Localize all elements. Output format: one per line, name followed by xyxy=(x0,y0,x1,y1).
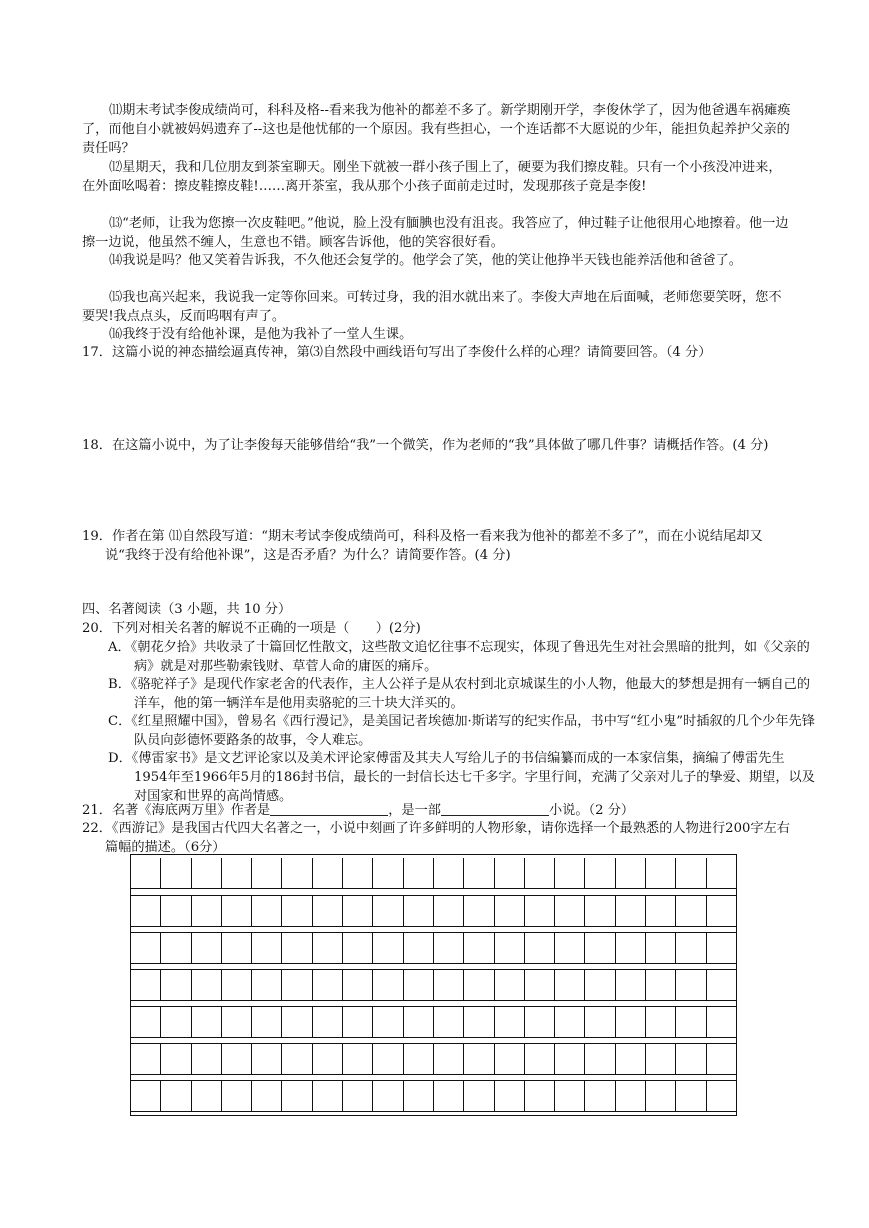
grid-cell[interactable] xyxy=(404,896,434,926)
grid-cell[interactable] xyxy=(313,858,343,888)
option-d: D．《傅雷家书》是文艺评论家以及美术评论家傅雷及其夫人写给儿子的书信编纂而成的一本家信集，摘编了傅雷先生1954年至1966年5月的186封书信，最长的一封信长达七千多字。字里行间，充满了父亲对儿子的挚爱、期望，以及对国家和世界的高尚情感。 xyxy=(108,751,815,804)
grid-cell[interactable] xyxy=(313,933,343,963)
paragraph-13: ⒀“老师，让我为您擦一次皮鞋吧。”他说，脸上没有腼腆也没有沮丧。我答应了，伸过鞋子让他很用心地擦着。他一边擦一边说，他虽然不缠人，生意也不错。顾客告诉他，他的笑容很好看。 xyxy=(82,216,789,250)
grid-cell[interactable] xyxy=(464,896,494,926)
grid-cell[interactable] xyxy=(282,933,312,963)
option-b: B．《骆驼祥子》是现代作家老舍的代表作，主人公祥子是从农村到北京城谋生的小人物，他最大的梦想是拥有一辆自己的洋车，他的第一辆洋车是他用卖骆驼的三十块大洋买的。 xyxy=(108,677,811,711)
grid-cell[interactable] xyxy=(495,1081,525,1111)
grid-row xyxy=(131,1006,736,1038)
grid-cell[interactable] xyxy=(495,896,525,926)
question-17 xyxy=(82,343,792,362)
grid-cell[interactable] xyxy=(646,1081,676,1111)
grid-cell[interactable] xyxy=(616,1007,646,1037)
grid-cell[interactable] xyxy=(404,1044,434,1074)
grid-row xyxy=(131,969,736,1001)
grid-cell[interactable] xyxy=(555,858,585,888)
option-c: C．《红星照耀中国》，曾易名《西行漫记》，是美国记者埃德加·斯诺写的纪实作品，书中写“红小鬼”时插叙的几个少年先锋队员向彭德怀要路条的故事，令人难忘。 xyxy=(108,714,815,748)
grid-cell[interactable] xyxy=(525,1007,555,1037)
grid-cell[interactable] xyxy=(434,858,464,888)
grid-row xyxy=(131,895,736,927)
grid-cell[interactable] xyxy=(585,1007,615,1037)
grid-cell[interactable] xyxy=(131,1044,161,1074)
grid-cell[interactable] xyxy=(252,933,282,963)
grid-cell[interactable] xyxy=(252,1007,282,1037)
grid-cell[interactable] xyxy=(616,1044,646,1074)
grid-cell[interactable] xyxy=(585,858,615,888)
grid-row xyxy=(131,932,736,964)
grid-cell[interactable] xyxy=(192,933,222,963)
grid-cell[interactable] xyxy=(676,1081,706,1111)
grid-cell[interactable] xyxy=(192,970,222,1000)
question-21-text-a: 21．名著《海底两万里》作者是 xyxy=(82,803,271,818)
question-18-text: 18．在这篇小说中，为了让李俊每天能够借给“我”一个微笑，作为老师的“我”具体做了哪几件事？请概括作答。(4 分) xyxy=(82,438,769,453)
grid-cell[interactable] xyxy=(373,1044,403,1074)
grid-cell[interactable] xyxy=(585,1044,615,1074)
grid-cell[interactable] xyxy=(707,970,736,1000)
grid-cell[interactable] xyxy=(434,1007,464,1037)
grid-cell[interactable] xyxy=(252,1081,282,1111)
author-answer-blank[interactable] xyxy=(270,801,388,816)
grid-cell[interactable] xyxy=(495,1007,525,1037)
grid-cell[interactable] xyxy=(373,970,403,1000)
section-4-heading: 四、名著阅读（3 小题，共 10 分） xyxy=(82,602,292,617)
grid-cell[interactable] xyxy=(222,1081,252,1111)
grid-cell[interactable] xyxy=(525,1044,555,1074)
grid-cell[interactable] xyxy=(404,1081,434,1111)
grid-cell[interactable] xyxy=(161,858,191,888)
grid-cell[interactable] xyxy=(313,896,343,926)
grid-cell[interactable] xyxy=(495,1044,525,1074)
grid-cell[interactable] xyxy=(343,1081,373,1111)
grid-cell[interactable] xyxy=(373,1081,403,1111)
question-18 xyxy=(82,436,792,455)
grid-cell[interactable] xyxy=(404,1007,434,1037)
grid-cell[interactable] xyxy=(555,1007,585,1037)
grid-cell[interactable] xyxy=(131,970,161,1000)
grid-cell[interactable] xyxy=(313,970,343,1000)
grid-cell[interactable] xyxy=(282,970,312,1000)
grid-cell[interactable] xyxy=(676,1044,706,1074)
grid-cell[interactable] xyxy=(616,1081,646,1111)
question-21-text-c: 小说。（2 分） xyxy=(548,803,635,818)
paragraph-15: ⒂我也高兴起来，我说我一定等你回来。可转过身，我的泪水就出来了。李俊大声地在后面喊，老师您要笑呀，您不要哭!我点点头，反而呜咽有声了。 xyxy=(82,290,782,324)
grid-cell[interactable] xyxy=(707,1044,736,1074)
grid-cell[interactable] xyxy=(707,933,736,963)
grid-cell[interactable] xyxy=(192,1081,222,1111)
grid-cell[interactable] xyxy=(161,1007,191,1037)
grid-cell[interactable] xyxy=(464,1007,494,1037)
grid-cell[interactable] xyxy=(434,1044,464,1074)
grid-cell[interactable] xyxy=(646,896,676,926)
grid-cell[interactable] xyxy=(373,933,403,963)
question-22-text: 22．《西游记》是我国古代四大名著之一，小说中刻画了许多鲜明的人物形象，请你选择一个最熟悉的人物进行200字左右篇幅的描述。（6分） xyxy=(82,821,790,855)
grid-cell[interactable] xyxy=(525,896,555,926)
grid-cell[interactable] xyxy=(252,858,282,888)
grid-cell[interactable] xyxy=(434,896,464,926)
grid-cell[interactable] xyxy=(464,1044,494,1074)
option-a: A．《朝花夕拾》共收录了十篇回忆性散文，这些散文追忆往事不忘现实，体现了鲁迅先生对社会黑暗的批判，如《父亲的病》就是对那些勒索钱财、草菅人命的庸医的痛斥。 xyxy=(108,640,810,674)
grid-cell[interactable] xyxy=(676,896,706,926)
grid-cell[interactable] xyxy=(585,970,615,1000)
grid-cell[interactable] xyxy=(585,1081,615,1111)
grid-cell[interactable] xyxy=(252,1044,282,1074)
paragraph-14: ⒁我说是吗？他又笑着告诉我，不久他还会复学的。他学会了笑，他的笑让他挣半天钱也能养活他和爸爸了。 xyxy=(109,253,742,268)
grid-cell[interactable] xyxy=(192,858,222,888)
question-21-text-b: ，是一部 xyxy=(388,803,441,818)
grid-cell[interactable] xyxy=(313,1081,343,1111)
grid-cell[interactable] xyxy=(707,896,736,926)
grid-cell[interactable] xyxy=(707,1081,736,1111)
grid-cell[interactable] xyxy=(161,1044,191,1074)
paragraph-12: ⑿星期天，我和几位朋友到茶室聊天。刚坐下就被一群小孩子围上了，硬要为我们擦皮鞋。只有一个小孩没冲进来，在外面吆喝着：擦皮鞋擦皮鞋!……离开茶室，我从那个小孩子面前走过时，发现那孩子竟是李俊! xyxy=(82,160,782,194)
grid-cell[interactable] xyxy=(616,896,646,926)
grid-cell[interactable] xyxy=(676,970,706,1000)
grid-cell[interactable] xyxy=(373,858,403,888)
grid-cell[interactable] xyxy=(646,970,676,1000)
grid-cell[interactable] xyxy=(464,1081,494,1111)
grid-row xyxy=(131,858,736,889)
question-22 xyxy=(82,819,792,857)
grid-cell[interactable] xyxy=(676,1007,706,1037)
question-21 xyxy=(82,801,792,820)
grid-cell[interactable] xyxy=(404,858,434,888)
grid-cell[interactable] xyxy=(131,896,161,926)
grid-cell[interactable] xyxy=(616,970,646,1000)
grid-cell[interactable] xyxy=(555,933,585,963)
grid-cell[interactable] xyxy=(252,896,282,926)
grid-cell[interactable] xyxy=(222,896,252,926)
grid-cell[interactable] xyxy=(282,1007,312,1037)
grid-cell[interactable] xyxy=(252,970,282,1000)
grid-cell[interactable] xyxy=(495,970,525,1000)
grid-cell[interactable] xyxy=(222,858,252,888)
grid-cell[interactable] xyxy=(192,896,222,926)
grid-cell[interactable] xyxy=(676,858,706,888)
grid-row xyxy=(131,1043,736,1075)
paragraph-16: ⒃我终于没有给他补课，是他为我补了一堂人生课。 xyxy=(109,327,413,342)
grid-cell[interactable] xyxy=(555,970,585,1000)
question-20-text: 20．下列对相关名著的解说不正确的一项是（ ）(2分) xyxy=(82,621,421,636)
grid-cell[interactable] xyxy=(707,1007,736,1037)
grid-cell[interactable] xyxy=(646,1044,676,1074)
grid-cell[interactable] xyxy=(525,933,555,963)
grid-cell[interactable] xyxy=(676,933,706,963)
grid-cell[interactable] xyxy=(555,1044,585,1074)
grid-cell[interactable] xyxy=(313,1007,343,1037)
grid-cell[interactable] xyxy=(373,1007,403,1037)
grid-cell[interactable] xyxy=(525,970,555,1000)
grid-cell[interactable] xyxy=(404,970,434,1000)
grid-cell[interactable] xyxy=(707,858,736,888)
grid-cell[interactable] xyxy=(646,933,676,963)
grid-cell[interactable] xyxy=(343,1007,373,1037)
grid-cell[interactable] xyxy=(495,933,525,963)
grid-cell[interactable] xyxy=(343,1044,373,1074)
grid-cell[interactable] xyxy=(343,858,373,888)
grid-cell[interactable] xyxy=(343,933,373,963)
grid-cell[interactable] xyxy=(222,1044,252,1074)
question-19-text: 19．作者在第 ⑾自然段写道：“期末考试李俊成绩尚可，科科及格一看来我为他补的都差不多了”，而在小说结尾却又说“我终于没有给他补课”，这是否矛盾？为什么？请简要作答。(4 分) xyxy=(82,529,763,563)
question-19 xyxy=(82,527,792,565)
grid-cell[interactable] xyxy=(495,858,525,888)
grid-cell[interactable] xyxy=(585,933,615,963)
grid-row xyxy=(131,1080,736,1112)
grid-cell[interactable] xyxy=(464,858,494,888)
genre-answer-blank[interactable] xyxy=(441,801,549,816)
paragraph-11: ⑾期末考试李俊成绩尚可，科科及格--看来我为他补的都差不多了。新学期刚开学，李俊休学了，因为他爸遇车祸瘫痪了，而他自小就被妈妈遗弃了--这也是他忧郁的一个原因。我有些担心，一个连话都不大愿说的少年，能担负起养护父亲的责任吗？ xyxy=(82,103,791,156)
grid-cell[interactable] xyxy=(525,858,555,888)
grid-cell[interactable] xyxy=(585,896,615,926)
grid-cell[interactable] xyxy=(282,1044,312,1074)
grid-cell[interactable] xyxy=(343,970,373,1000)
question-20 xyxy=(82,619,792,638)
grid-cell[interactable] xyxy=(555,896,585,926)
grid-cell[interactable] xyxy=(131,1007,161,1037)
grid-cell[interactable] xyxy=(373,896,403,926)
grid-cell[interactable] xyxy=(192,1044,222,1074)
grid-cell[interactable] xyxy=(161,896,191,926)
grid-cell[interactable] xyxy=(616,858,646,888)
grid-cell[interactable] xyxy=(343,896,373,926)
grid-cell[interactable] xyxy=(161,933,191,963)
grid-cell[interactable] xyxy=(222,970,252,1000)
grid-cell[interactable] xyxy=(404,933,434,963)
grid-cell[interactable] xyxy=(222,1007,252,1037)
grid-cell[interactable] xyxy=(434,1081,464,1111)
grid-cell[interactable] xyxy=(282,858,312,888)
grid-cell[interactable] xyxy=(525,1081,555,1111)
grid-cell[interactable] xyxy=(131,858,161,888)
grid-cell[interactable] xyxy=(222,933,252,963)
grid-cell[interactable] xyxy=(192,1007,222,1037)
grid-cell[interactable] xyxy=(555,1081,585,1111)
grid-cell[interactable] xyxy=(131,933,161,963)
grid-cell[interactable] xyxy=(161,970,191,1000)
grid-cell[interactable] xyxy=(282,1081,312,1111)
grid-cell[interactable] xyxy=(313,1044,343,1074)
grid-cell[interactable] xyxy=(434,933,464,963)
grid-cell[interactable] xyxy=(646,1007,676,1037)
question-17-text: 17．这篇小说的神态描绘逼真传神，第⑶自然段中画线语句写出了李俊什么样的心理？请简要回答。（4 分） xyxy=(82,345,712,360)
grid-cell[interactable] xyxy=(464,970,494,1000)
grid-cell[interactable] xyxy=(131,1081,161,1111)
writing-grid[interactable] xyxy=(130,854,737,1116)
grid-cell[interactable] xyxy=(434,970,464,1000)
grid-cell[interactable] xyxy=(282,896,312,926)
grid-cell[interactable] xyxy=(646,858,676,888)
grid-cell[interactable] xyxy=(464,933,494,963)
grid-cell[interactable] xyxy=(161,1081,191,1111)
grid-cell[interactable] xyxy=(616,933,646,963)
